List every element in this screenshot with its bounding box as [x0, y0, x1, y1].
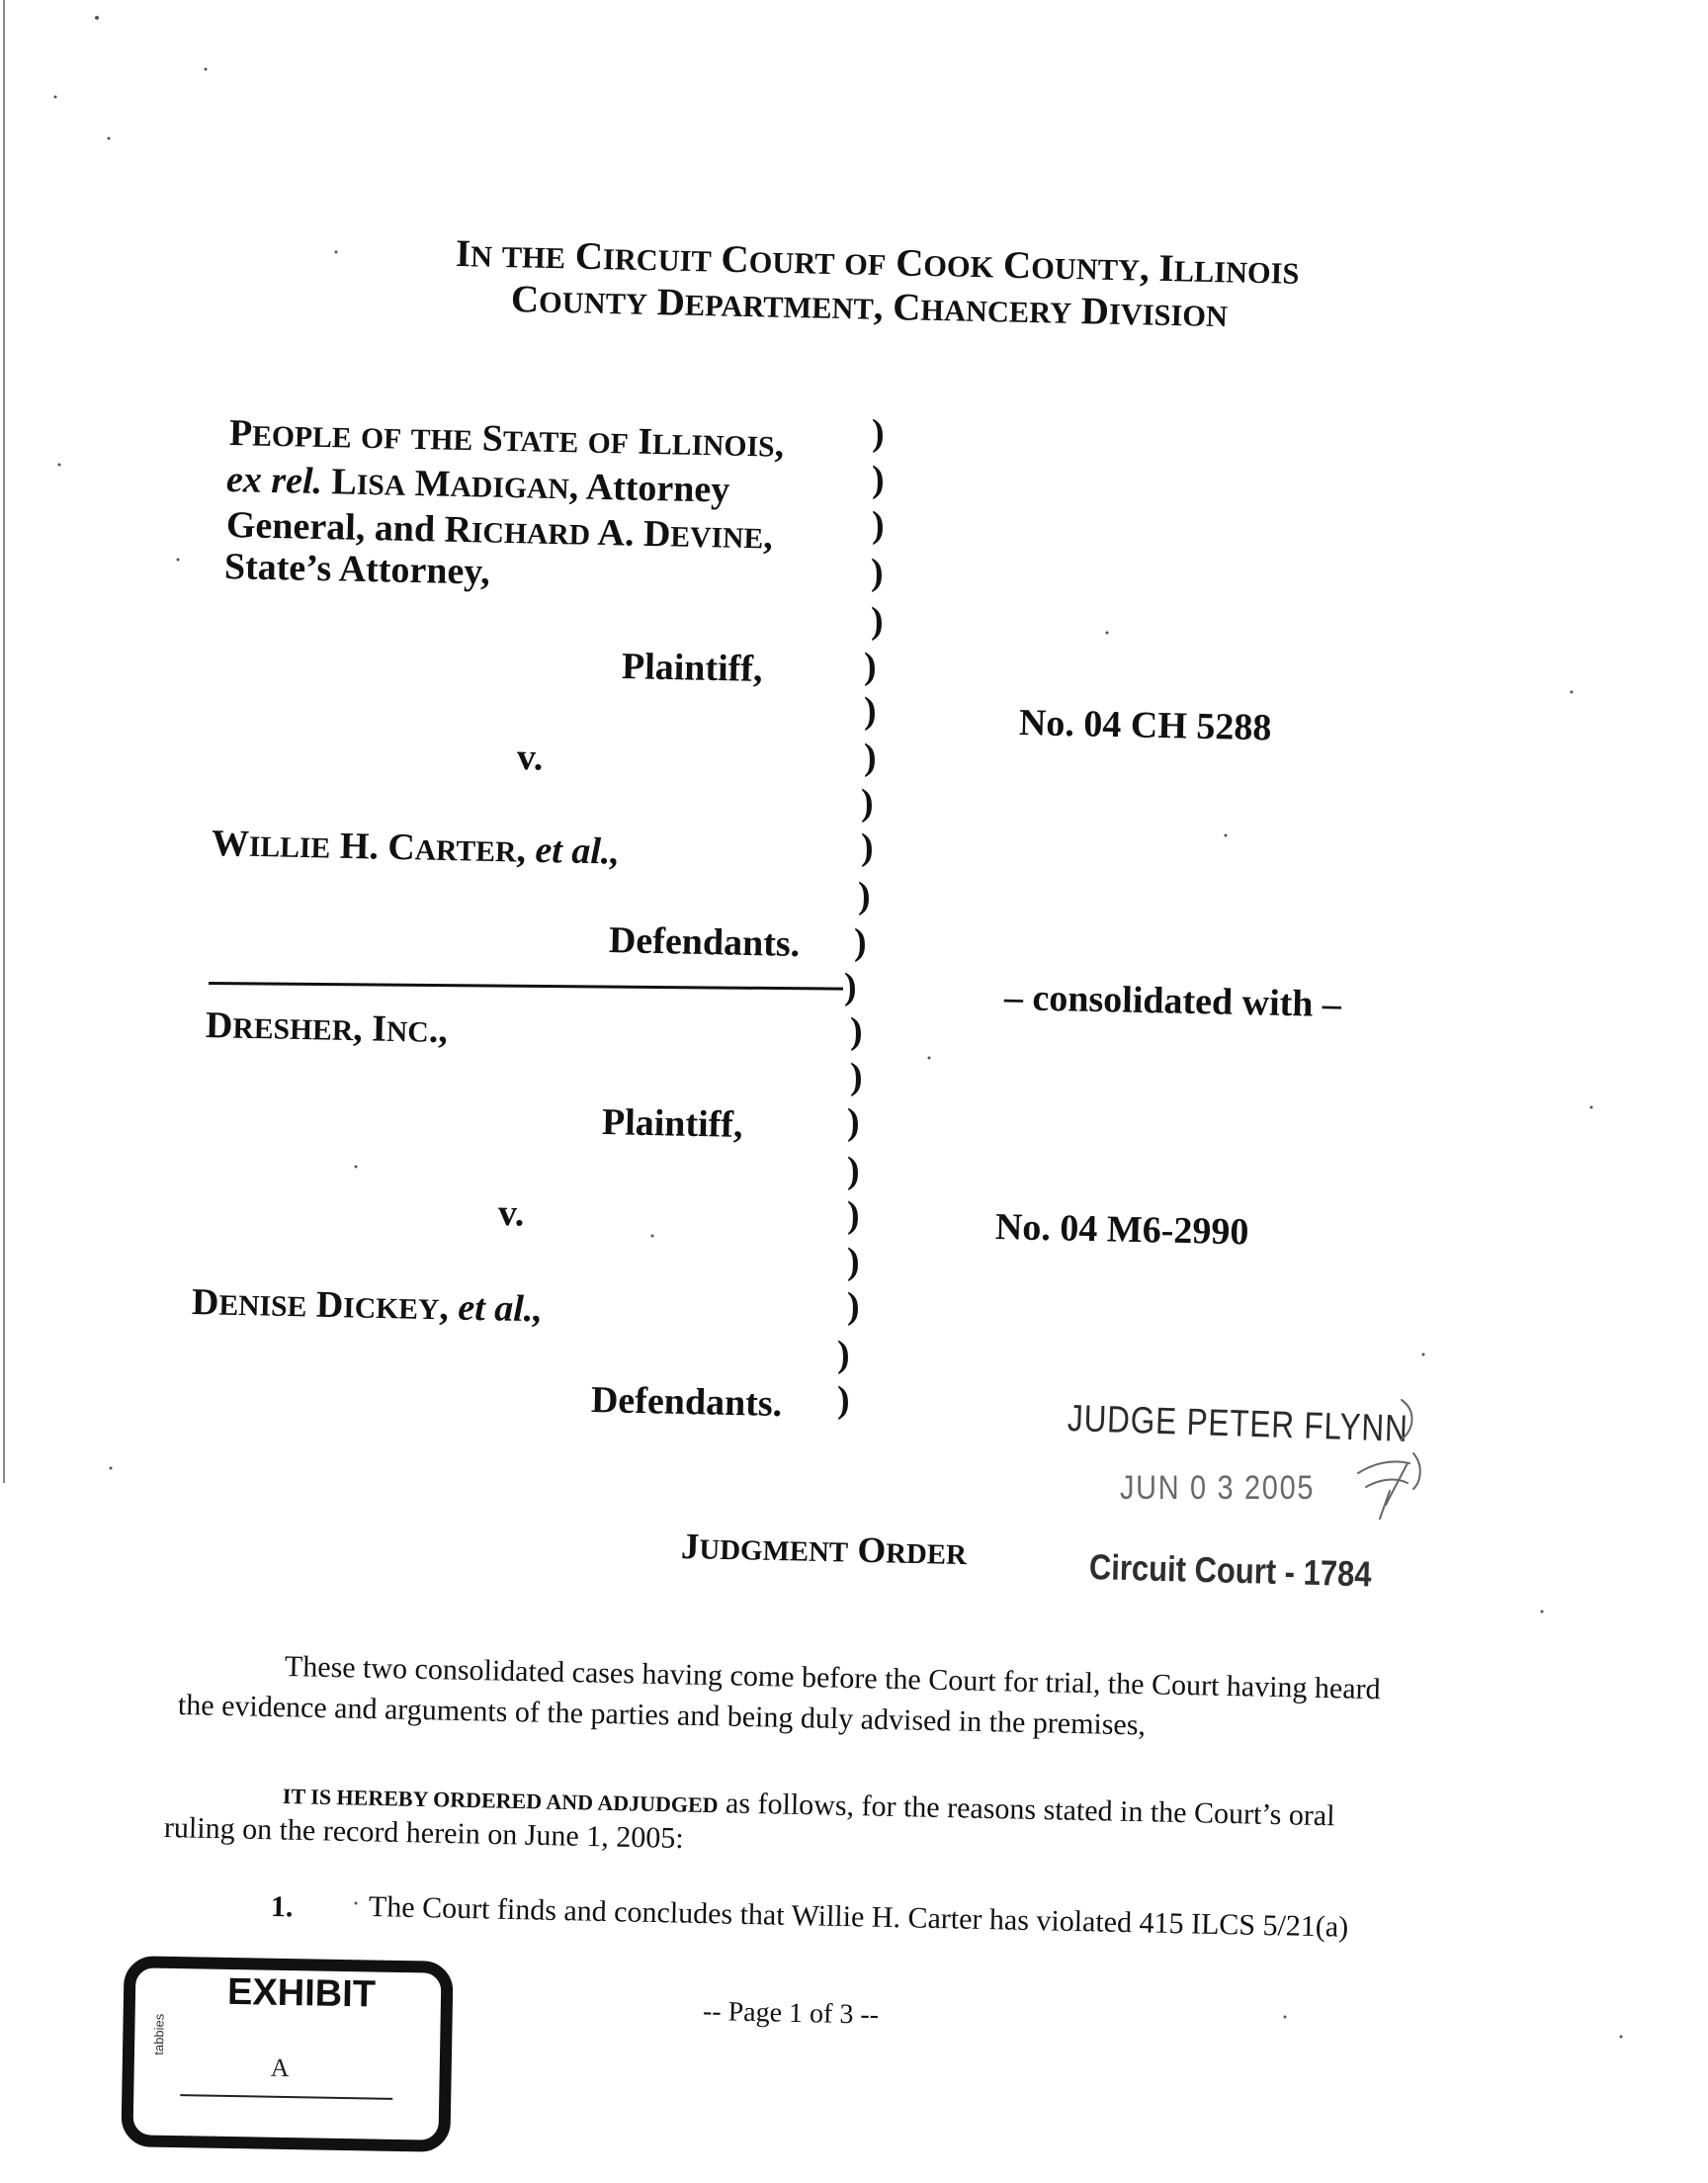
attorney-general-title: , Attorney — [568, 466, 730, 511]
item1-number: 1. — [270, 1890, 294, 1924]
exhibit-letter: A — [270, 2052, 290, 2083]
caption-paren: ) — [872, 459, 885, 500]
caption-paren: ) — [861, 827, 874, 868]
caption-paren: ) — [871, 552, 884, 593]
caption-paren: ) — [837, 1379, 850, 1421]
court-heading-line-1: IN THE CIRCUIT COURT OF COOK COUNTY, ILLINOIS — [455, 232, 1300, 291]
et-al-label: et al., — [457, 1286, 544, 1331]
case2-plaintiff: DRESHER, INC., — [205, 1004, 449, 1052]
stamp-date: JUN 0 3 2005 — [1120, 1469, 1316, 1507]
item1-text: The Court finds and concludes that Willie H. Carter has violated 415 ILCS 5/21(a) — [368, 1890, 1349, 1944]
caption-paren: ) — [872, 504, 885, 546]
ex-rel-label: ex rel. — [225, 459, 332, 503]
caption-paren: ) — [872, 412, 885, 454]
separator: , — [516, 829, 536, 871]
caption-paren: ) — [864, 646, 877, 687]
caption-paren: ) — [858, 875, 871, 917]
exhibit-underline — [180, 2094, 392, 2100]
caption-paren: ) — [847, 1194, 860, 1236]
case1-defendant-name: WILLIE H. CARTER — [211, 823, 517, 869]
ordered-adjudged-lead: IT IS HEREBY ORDERED AND ADJUDGED — [282, 1784, 719, 1818]
case1-versus: v. — [516, 737, 544, 779]
caption-paren: ) — [847, 1285, 860, 1327]
stamp-court: Circuit Court - 1784 — [1088, 1546, 1373, 1595]
caption-paren: ) — [854, 921, 867, 963]
case1-number: No. 04 CH 5288 — [1018, 702, 1272, 749]
court-heading-line-2: COUNTY DEPARTMENT, CHANCERY DIVISION — [510, 278, 1229, 334]
caption-paren: ) — [847, 1150, 860, 1191]
case2-defendant — [191, 1281, 544, 1331]
caption-paren: ) — [847, 1101, 860, 1143]
caption-paren: ) — [844, 966, 857, 1007]
caption-paren: ) — [850, 1010, 863, 1052]
sticker-brand: tabbies — [150, 2013, 167, 2055]
case2-versus: v. — [497, 1192, 525, 1235]
para2-line-2: ruling on the record herein on June 1, 2005: — [163, 1811, 684, 1856]
para1-line-2: the evidence and arguments of the parties and being duly advised in the premises, — [177, 1689, 1147, 1742]
stamp-judge-name: JUDGE PETER FLYNN — [1067, 1398, 1409, 1450]
case2-defendant-role: Defendants. — [590, 1379, 783, 1426]
general-and-label: General, and — [225, 504, 446, 551]
exhibit-label: EXHIBIT — [226, 1970, 377, 2016]
case2-number: No. 04 M6-2990 — [994, 1206, 1249, 1254]
para1-line-1: These two consolidated cases having come before the Court for trial, the Court having heard — [284, 1650, 1381, 1706]
case1-plaintiff-line-4: State’s Attorney, — [223, 546, 491, 593]
separator: , — [438, 1286, 459, 1329]
comma: , — [762, 515, 774, 558]
stamp-initials-scribble — [1344, 1394, 1433, 1532]
caption-paren: ) — [864, 690, 877, 732]
case1-plaintiff-role: Plaintiff, — [621, 646, 763, 690]
case1-defendant — [212, 825, 621, 871]
attorney-general-name: LISA MADIGAN — [331, 461, 570, 506]
states-attorney-name: RICHARD A. DEVINE — [444, 508, 764, 556]
caption-paren: ) — [864, 737, 877, 778]
caption-paren: ) — [837, 1334, 850, 1375]
consolidated-with-label: – consolidated with – — [1003, 977, 1342, 1026]
case1-plaintiff-line-1: PEOPLE OF THE STATE OF ILLINOIS, — [228, 412, 785, 466]
document-title: JUDGMENT ORDER — [680, 1527, 968, 1572]
caption-divider — [209, 982, 843, 991]
page-number: -- Page 1 of 3 -- — [702, 1996, 880, 2031]
caption-paren: ) — [847, 1241, 860, 1282]
case1-defendant-role: Defendants. — [608, 919, 801, 966]
caption-paren: ) — [871, 600, 884, 642]
case2-plaintiff-role: Plaintiff, — [601, 1101, 743, 1146]
para2-line-1-rest: as follows, for the reasons stated in the Court’s oral — [718, 1787, 1335, 1833]
scan-edge-line — [3, 0, 5, 1483]
caption-paren: ) — [850, 1056, 863, 1097]
case1-plaintiff-line-2 — [226, 461, 730, 509]
exhibit-sticker — [121, 1956, 453, 2152]
et-al-label: et al., — [535, 829, 621, 873]
case2-defendant-name: DENISE DICKEY — [191, 1281, 440, 1327]
caption-paren: ) — [861, 782, 874, 824]
